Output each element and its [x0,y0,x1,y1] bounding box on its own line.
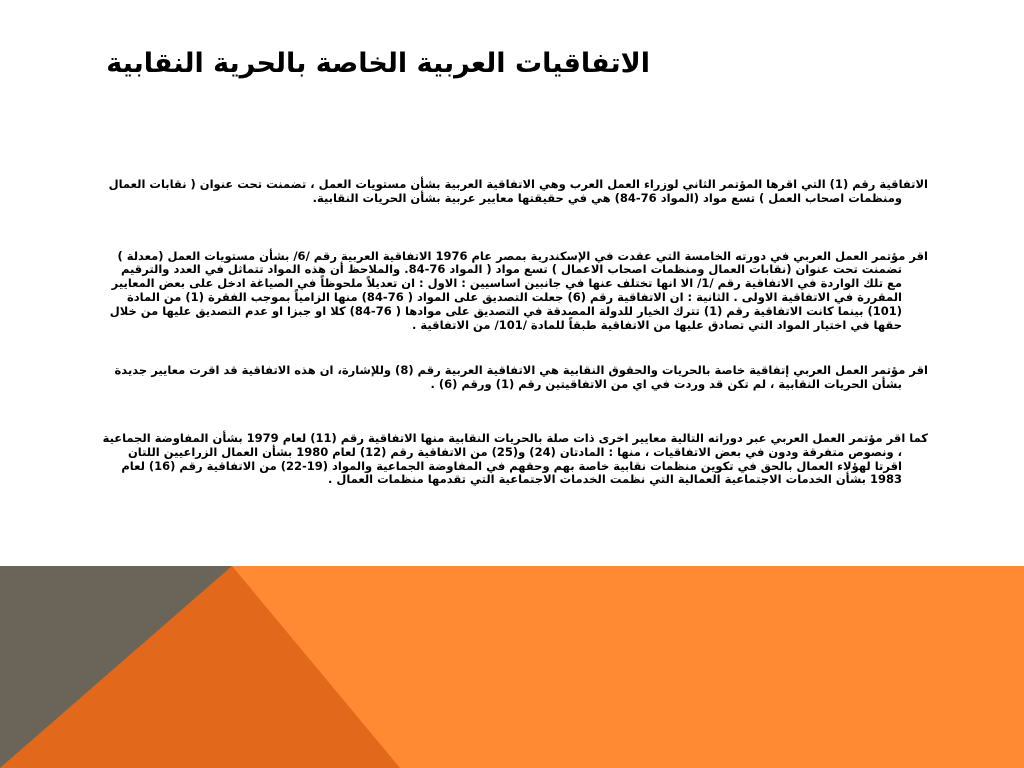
body-paragraph-3: اقر مؤتمر العمل العربي إتفاقية خاصة بالحريات والحقوق النقابية هي الاتفاقية العربية رقم (8) وللإشارة، ان هذه الاتفاقية قد اقرت معايير جديدة بشأن الحريات النقابية ، لم تكن قد وردت في اي من الاتفاقيتين رقم (1) ورقم (6) . [114,363,928,392]
decorative-bottom-band [0,566,1024,768]
body-paragraph-2: اقر مؤتمر العمل العربي في دورته الخامسة التي عقدت في الإسكندرية بمصر عام 1976 الاتفاقية العربية رقم /6/ بشأن مستويات العمل (معدلة ) تضمنت تحت عنوان (نقابات العمال ومنظمات اصحاب الاعمال ) تسع مواد ( المواد 76-84. والملاحظ أن هذه المواد تتماثل في العدد والترقيم مع تلك الواردة في الاتفاقية رقم /1/ الا انها تختلف عنها في جانبين اساسيين : الاول : ان تعديلاً ملحوظاً في الصياغة ادخل على بعض المعايير المقررة في الاتفاقية الاولى . الثانية : ان الاتفاقية رقم (6) جعلت التصديق على المواد ( 76-84) منها الزامياً بموجب الفقرة (1) من المادة (101) بينما كانت الاتفاقية رقم (1) تترك الخيار للدولة المصدقة في التصديق على موادها ( 76-84) كلا او جبزا او عدم التصديق عليها من خلال حقها في اختيار المواد التي تصادق عليها من الاتفاقية طبقاً للمادة /101/ من الاتفاقية . [109,248,928,332]
slide-title: الاتفاقيات العربية الخاصة بالحرية النقابية [106,48,650,79]
body-paragraph-4: كما اقر مؤتمر العمل العربي عبر دوراته التالية معايير اخرى ذات صلة بالحريات النقابية منها الاتفاقية رقم (11) لعام 1979 بشأن المفاوضة الجماعية ، ونصوص متفرقة ودون في بعض الاتفاقيات ، منها : المادتان (24) و(25) من الاتفاقية رقم (12) لعام 1980 بشأن العمال الزراعيين اللتان اقرتا لهؤلاء العمال بالحق في تكوين منظمات نقابية خاصة بهم وحقهم في المفاوضة الجماعية والمواد (19-22) من الاتفاقية رقم (16) لعام 1983 بشأن الخدمات الاجتماعية العمالية التي نظمت الخدمات الاجتماعية التي تقدمها منظمات العمال . [102,430,928,487]
slide-body [102,178,928,527]
decorative-band-graphic [0,566,1024,768]
body-paragraph-1: الاتفاقية رقم (1) التي اقرها المؤتمر الثاني لوزراء العمل العرب وهي الاتفاقية العربية بشأن مستويات العمل ، تضمنت تحت عنوان ( نقابات العمال ومنظمات اصحاب العمل ) تسع مواد (المواد 76-84) هي في حقيقتها معايير عربية بشأن الحريات النقابية. [108,177,928,205]
